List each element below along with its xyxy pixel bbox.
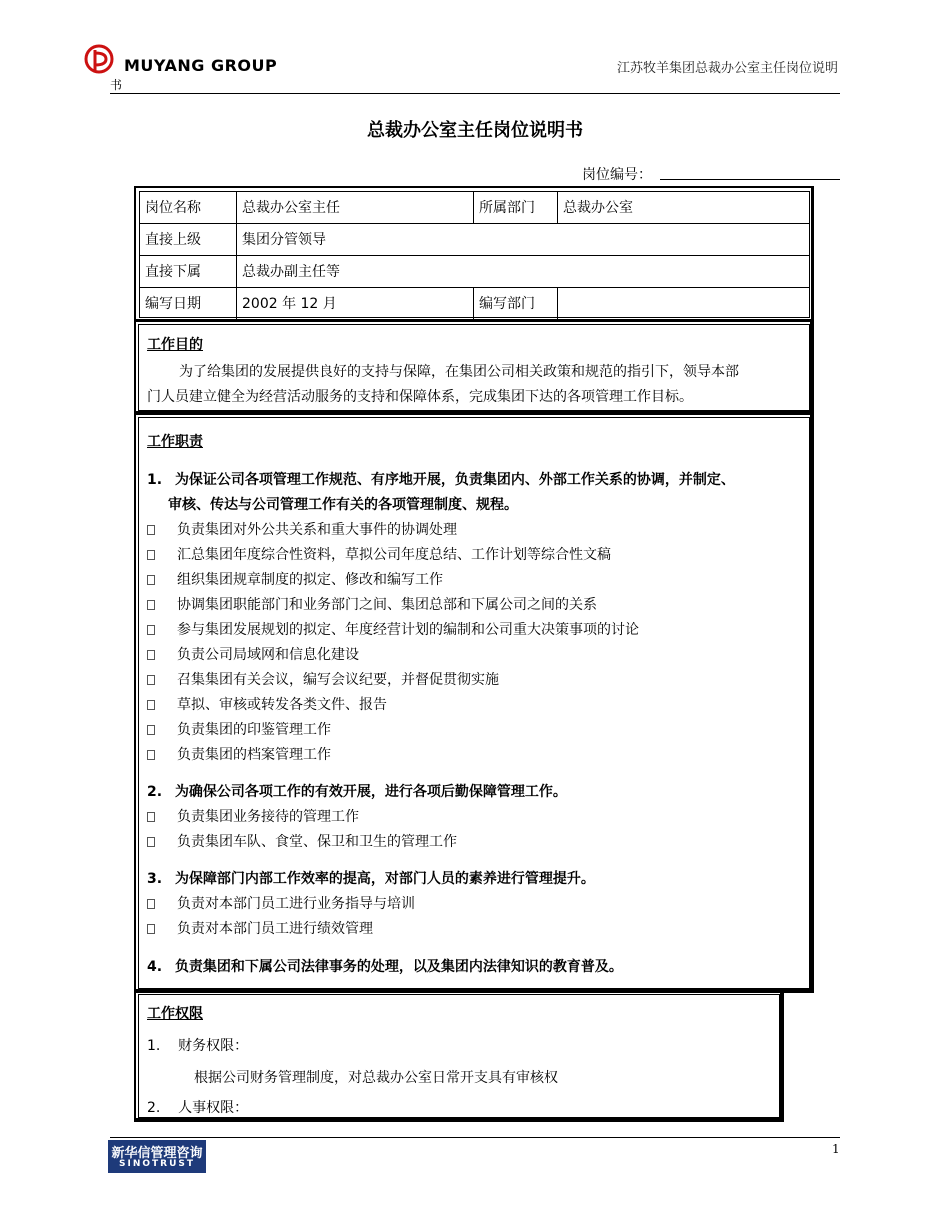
list-item: 协调集团职能部门和业务部门之间、集团总部和下属公司之间的关系 [147,593,639,618]
purpose-title: 工作目的 [147,337,203,353]
value-department: 总裁办公室 [563,200,633,216]
list-item: 召集集团有关会议，编写会议纪要，并督促贯彻实施 [147,668,639,693]
bullet-icon [147,525,155,535]
duty-1-line-1: 为保证公司各项管理工作规范、有序地开展，负责集团内、外部工作关系的协调，并制定、 [174,472,735,488]
footer-divider [110,1137,840,1138]
list-item: 负责集团对外公共关系和重大事件的协调处理 [147,518,639,543]
duty-2-line-1: 为确保公司各项工作的有效开展，进行各项后勤保障管理工作。 [174,784,567,800]
duty-2-bullets [147,805,457,855]
bullet-icon [147,600,155,610]
bullet-icon [147,812,155,822]
bullet-icon [147,924,155,934]
label-direct-subordinate: 直接下属 [145,264,201,280]
bullet-icon [147,550,155,560]
table-row [140,288,809,320]
purpose-section [134,320,814,415]
page-number: 1 [832,1142,840,1156]
bullet-icon [147,750,155,760]
duty-2 [147,780,567,805]
duty-2-number: 2. [147,784,163,800]
table-row [140,224,809,256]
bullet-icon [147,575,155,585]
sinotrust-logo [108,1140,206,1173]
list-item: 负责集团业务接待的管理工作 [147,805,457,830]
duty-3 [147,867,595,892]
sinotrust-logo-en: SINOTRUST [118,1159,195,1169]
duty-4-number: 4. [147,959,163,975]
value-author-department [558,288,808,320]
authority-item-1: 1. 财务权限： [147,1038,249,1054]
bullet-icon [147,837,155,847]
post-number-blank [660,179,840,180]
duty-3-number: 3. [147,871,163,887]
label-author-department: 编写部门 [479,296,535,312]
authority-title: 工作权限 [147,1006,203,1022]
value-direct-subordinate: 总裁办副主任等 [242,264,340,280]
list-item: 参与集团发展规划的拟定、年度经营计划的编制和公司重大决策事项的讨论 [147,618,639,643]
brand-name: MUYANG GROUP [124,56,278,75]
muyang-logo-icon [84,44,114,74]
list-item: 负责对本部门员工进行绩效管理 [147,917,415,942]
table-row [140,192,809,224]
bullet-icon [147,675,155,685]
duty-1-number: 1. [147,472,163,488]
duty-1 [147,468,735,493]
duty-4 [147,955,623,980]
value-date: 2002 年 12 月 [242,296,337,312]
header-divider [110,93,840,94]
list-item: 汇总集团年度综合性资料，草拟公司年度总结、工作计划等综合性文稿 [147,543,639,568]
duty-1-bullets [147,518,639,768]
authority-item-1-text: 根据公司财务管理制度，对总裁办公室日常开支具有审核权 [194,1070,558,1086]
value-position-name: 总裁办公室主任 [242,200,340,216]
label-direct-superior: 直接上级 [145,232,201,248]
list-item: 负责集团车队、食堂、保卫和卫生的管理工作 [147,830,457,855]
purpose-line-1: 为了给集团的发展提供良好的支持与保障，在集团公司相关政策和规范的指引下，领导本部 [179,364,739,380]
duty-3-line-1: 为保障部门内部工作效率的提高，对部门人员的素养进行管理提升。 [174,871,595,887]
duties-title: 工作职责 [147,434,203,450]
bullet-icon [147,650,155,660]
value-direct-superior: 集团分管领导 [242,232,326,248]
document-title: 总裁办公室主任岗位说明书 [367,120,583,141]
table-row [140,256,809,288]
authority-item-2: 2. 人事权限： [147,1100,249,1116]
duty-4-line-1: 负责集团和下属公司法律事务的处理，以及集团内法律知识的教育普及。 [174,959,623,975]
list-item: 负责对本部门员工进行业务指导与培训 [147,892,415,917]
bullet-icon [147,625,155,635]
list-item: 负责集团的印鉴管理工作 [147,718,639,743]
authority-section [134,990,784,1122]
duty-3-bullets [147,892,415,942]
label-date: 编写日期 [145,296,201,312]
bullet-icon [147,700,155,710]
list-item: 负责集团的档案管理工作 [147,743,639,768]
header-title: 江苏牧羊集团总裁办公室主任岗位说明 [616,61,838,76]
duty-1-line-2: 审核、传达与公司管理工作有关的各项管理制度、规程。 [168,497,518,513]
position-info-table [134,186,814,322]
bullet-icon [147,899,155,909]
label-position-name: 岗位名称 [145,200,201,216]
list-item: 组织集团规章制度的拟定、修改和编写工作 [147,568,639,593]
duties-section [134,413,814,993]
sinotrust-logo-cn: 新华信管理咨询 [111,1146,203,1161]
label-department: 所属部门 [479,200,535,216]
list-item: 负责公司局域网和信息化建设 [147,643,639,668]
bullet-icon [147,725,155,735]
post-number-label: 岗位编号： [582,167,652,183]
list-item: 草拟、审核或转发各类文件、报告 [147,693,639,718]
header-title-wrap: 书 [110,78,123,92]
purpose-line-2: 门人员建立健全为经营活动服务的支持和保障体系，完成集团下达的各项管理工作目标。 [147,389,693,405]
